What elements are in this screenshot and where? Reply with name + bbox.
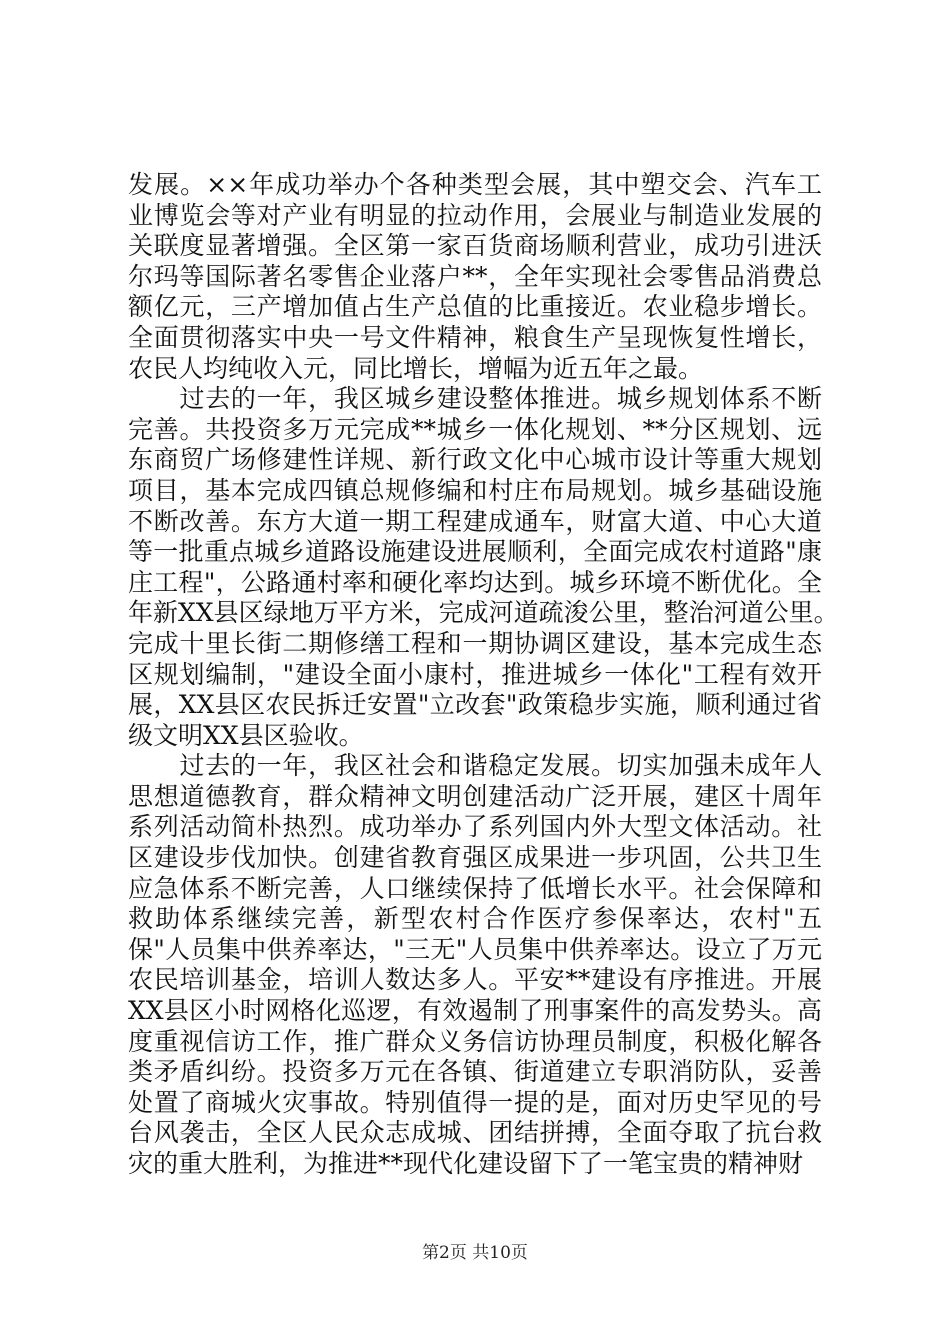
text-line: 全面贯彻落实中央一号文件精神，粮食生产呈现恢复性增长，: [128, 322, 822, 352]
paragraph: [128, 751, 822, 1179]
text-line: 应急体系不断完善，人口继续保持了低增长水平。社会保障和: [128, 873, 822, 903]
paragraph: [128, 384, 839, 751]
text-line: 额亿元，三产增加值占生产总值的比重接近。农业稳步增长。: [128, 292, 822, 322]
text-line: 救助体系继续完善，新型农村合作医疗参保率达，农村"五: [128, 904, 822, 934]
text-line: 东商贸广场修建性详规、新行政文化中心城市设计等重大规划: [128, 445, 822, 475]
text-line: 灾的重大胜利，为推进**现代化建设留下了一笔宝贵的精神财: [128, 1149, 804, 1178]
text-line: 思想道德教育，群众精神文明创建活动广泛开展，建区十周年: [128, 781, 822, 811]
page-footer: 第2页 共10页: [422, 1243, 528, 1263]
text-line: 处置了商城火灾事故。特别值得一提的是，面对历史罕见的号: [128, 1087, 822, 1117]
text-line: 尔玛等国际著名零售企业落户**，全年实现社会零售品消费总: [128, 261, 822, 291]
document-body: [128, 170, 839, 1180]
text-line: 项目，基本完成四镇总规修编和村庄布局规划。城乡基础设施: [128, 475, 822, 505]
text-line: 年新XX县区绿地万平方米，完成河道疏浚公里，整治河道公里。: [128, 598, 839, 628]
text-line: 保"人员集中供养率达，"三无"人员集中供养率达。设立了万元: [128, 934, 822, 964]
text-line: 区规划编制，"建设全面小康村，推进城乡一体化"工程有效开: [128, 659, 822, 689]
text-line: 过去的一年，我区城乡建设整体推进。城乡规划体系不断: [128, 384, 822, 414]
text-line: 业博览会等对产业有明显的拉动作用，会展业与制造业发展的: [128, 200, 822, 230]
text-line: 系列活动简朴热烈。成功举办了系列国内外大型文体活动。社: [128, 812, 822, 842]
text-line: 过去的一年，我区社会和谐稳定发展。切实加强未成年人: [128, 751, 822, 781]
text-line: 级文明XX县区验收。: [128, 720, 364, 750]
text-line: 不断改善。东方大道一期工程建成通车，财富大道、中心大道: [128, 506, 822, 536]
text-line: 庄工程"，公路通村率和硬化率均达到。城乡环境不断优化。全: [128, 567, 822, 597]
paragraph: [128, 170, 822, 384]
text-line: 等一批重点城乡道路设施建设进展顺利，全面完成农村道路"康: [128, 537, 822, 567]
text-line: 发展。××年成功举办个各种类型会展，其中塑交会、汽车工: [128, 170, 822, 199]
text-line: 农民培训基金，培训人数达多人。平安**建设有序推进。开展: [128, 965, 822, 995]
text-line: 完善。共投资多万元完成**城乡一体化规划、**分区规划、远: [128, 414, 822, 444]
text-line: 农民人均纯收入元，同比增长，增幅为近五年之最。: [128, 353, 704, 383]
text-line: 展，XX县区农民拆迁安置"立改套"政策稳步实施，顺利通过省: [128, 690, 822, 720]
text-line: 区建设步伐加快。创建省教育强区成果进一步巩固，公共卫生: [128, 843, 822, 873]
text-line: XX县区小时网格化巡逻，有效遏制了刑事案件的高发势头。高: [128, 996, 822, 1026]
text-line: 完成十里长街二期修缮工程和一期协调区建设，基本完成生态: [128, 628, 822, 658]
text-line: 台风袭击，全区人民众志成城、团结拼搏，全面夺取了抗台救: [128, 1118, 822, 1148]
text-line: 类矛盾纠纷。投资多万元在各镇、街道建立专职消防队，妥善: [128, 1057, 822, 1087]
text-line: 度重视信访工作，推广群众义务信访协理员制度，积极化解各: [128, 1026, 822, 1056]
text-line: 关联度显著增强。全区第一家百货商场顺利营业，成功引进沃: [128, 231, 822, 261]
